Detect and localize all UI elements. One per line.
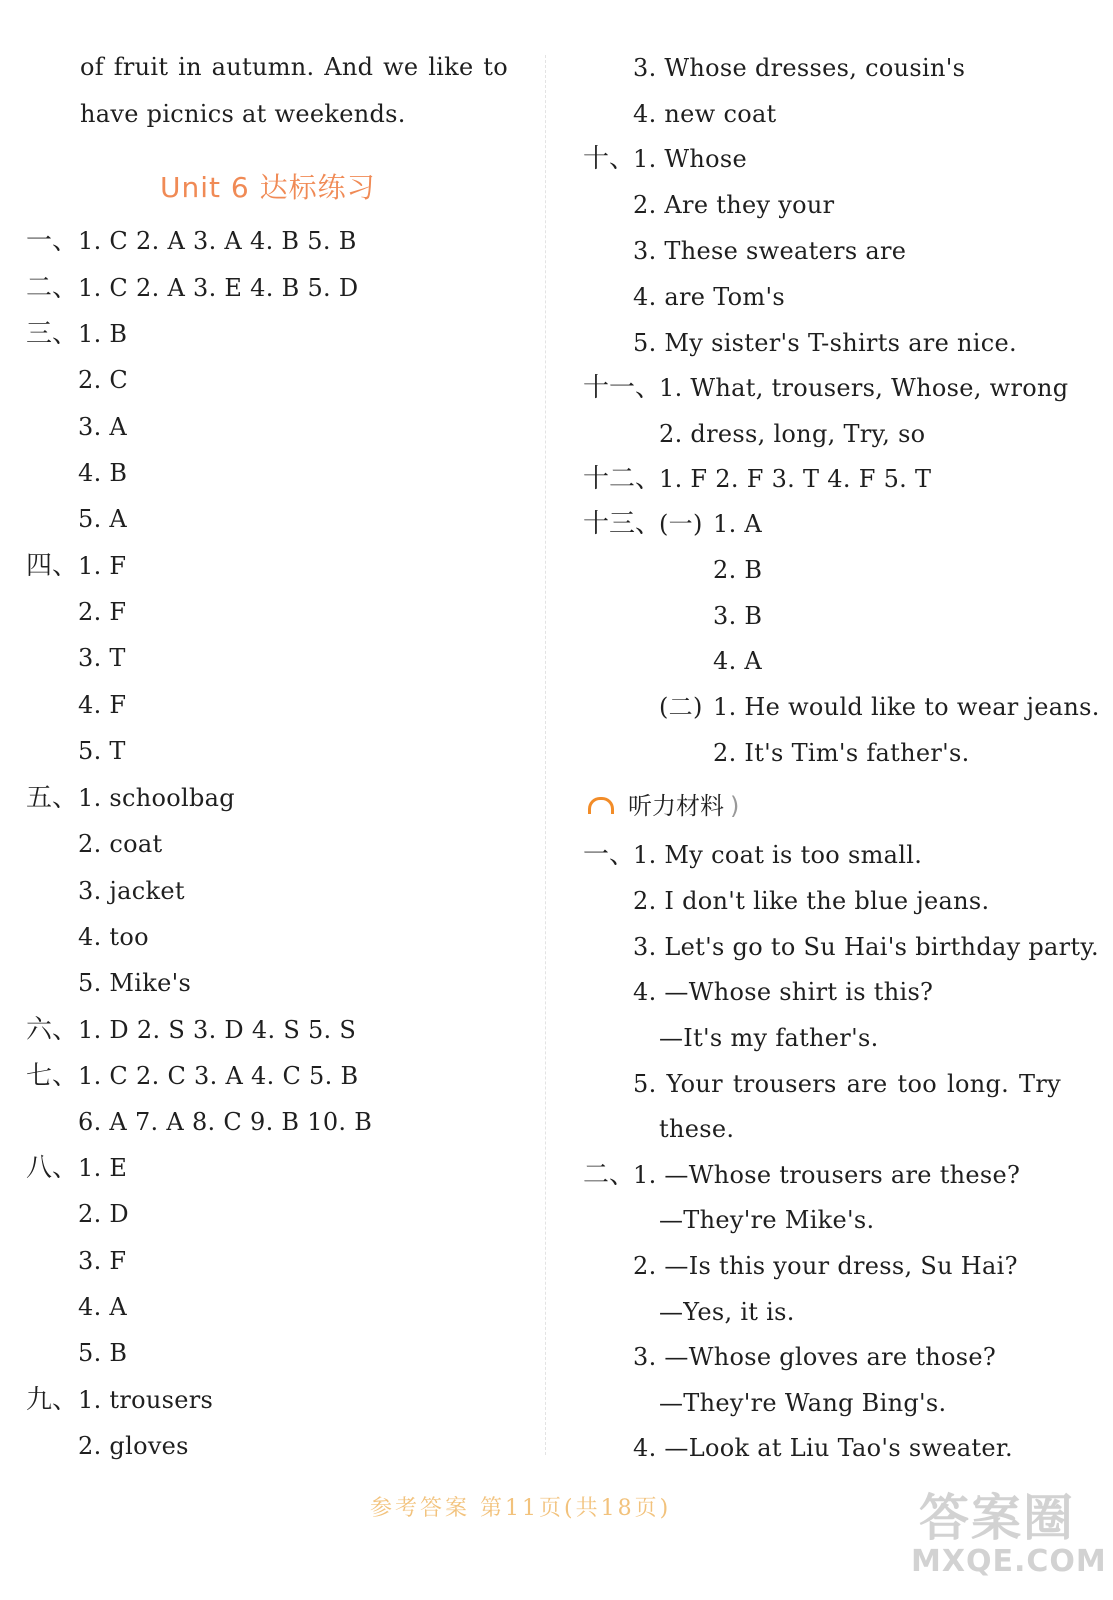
section-8-label: 八、 <box>26 1153 79 1183</box>
section-13-part-1-item: 3. B <box>713 602 763 630</box>
listening-1-line: 4. —Whose shirt is this? <box>633 978 934 1006</box>
listening-1-line: 5. Your trousers are too long. Try <box>633 1070 1061 1098</box>
section-10-item: 2. Are they your <box>633 191 835 219</box>
intro-line-1: of fruit in autumn. And we like to <box>80 53 508 81</box>
section-7-row-1: 1. C 2. C 3. A 4. C 5. B <box>78 1062 359 1090</box>
section-9-item: 4. new coat <box>633 100 777 128</box>
intro-line-2: have picnics at weekends. <box>80 100 406 128</box>
section-3-item: 1. B <box>78 320 128 348</box>
watermark-logo <box>905 1478 1107 1588</box>
section-1-answers: 1. C 2. A 3. A 4. B 5. B <box>78 227 357 255</box>
section-5-item: 5. Mike's <box>78 969 192 997</box>
listening-1-line: these. <box>659 1115 735 1143</box>
section-13-part-1-item: 1. A <box>713 510 763 538</box>
section-8-item: 1. E <box>78 1154 128 1182</box>
section-5-item: 1. schoolbag <box>78 784 235 812</box>
section-4-item: 5. T <box>78 737 126 765</box>
section-11-item: 2. dress, long, Try, so <box>659 420 926 448</box>
section-9-item: 2. gloves <box>78 1432 189 1460</box>
section-7-row-2: 6. A 7. A 8. C 9. B 10. B <box>78 1108 373 1136</box>
section-9-item: 1. trousers <box>78 1386 214 1414</box>
section-10-item: 5. My sister's T-shirts are nice. <box>633 329 1017 357</box>
section-7-label: 七、 <box>26 1061 79 1091</box>
section-4-item: 3. T <box>78 644 126 672</box>
listening-2-line: 3. —Whose gloves are those? <box>633 1343 997 1371</box>
section-5-item: 2. coat <box>78 830 163 858</box>
section-8-item: 3. F <box>78 1247 127 1275</box>
listening-1-line: 3. Let's go to Su Hai's birthday party. <box>633 933 1099 961</box>
section-8-item: 4. A <box>78 1293 128 1321</box>
listening-2-line: 1. —Whose trousers are these? <box>633 1161 1021 1189</box>
section-5-item: 3. jacket <box>78 877 185 905</box>
section-13-label: 十三、 <box>583 509 662 539</box>
section-5-item: 4. too <box>78 923 149 951</box>
section-3-item: 4. B <box>78 459 128 487</box>
section-8-item: 5. B <box>78 1339 128 1367</box>
section-12-label: 十二、 <box>583 464 662 494</box>
section-2-answers: 1. C 2. A 3. E 4. B 5. D <box>78 274 359 302</box>
listening-2-line: 4. —Look at Liu Tao's sweater. <box>633 1434 1013 1462</box>
section-5-label: 五、 <box>26 783 79 813</box>
section-10-item: 3. These sweaters are <box>633 237 907 265</box>
section-4-item: 2. F <box>78 598 127 626</box>
section-4-item: 1. F <box>78 552 127 580</box>
listening-2-line: —They're Mike's. <box>659 1206 875 1234</box>
section-8-item: 2. D <box>78 1200 129 1228</box>
section-13-part-1-item: 4. A <box>713 647 763 675</box>
section-3-item: 3. A <box>78 413 128 441</box>
section-9-item: 3. Whose dresses, cousin's <box>633 54 966 82</box>
section-1-label: 一、 <box>26 226 79 256</box>
section-13-part-2-item: 2. It's Tim's father's. <box>713 739 970 767</box>
watermark-line-2: MXQE.COM <box>911 1544 1107 1579</box>
column-divider <box>545 55 546 1455</box>
watermark-line-1: 答案圈 <box>919 1489 1075 1547</box>
page-footer: 参考答案 第11页(共18页) <box>370 1496 672 1521</box>
listening-2-line: —They're Wang Bing's. <box>659 1389 947 1417</box>
section-10-label: 十、 <box>583 144 636 174</box>
section-9-label: 九、 <box>26 1385 79 1415</box>
unit-title: Unit 6 达标练习 <box>160 171 376 204</box>
section-10-item: 4. are Tom's <box>633 283 786 311</box>
section-11-label: 十一、 <box>583 373 662 403</box>
headphones-icon <box>588 797 614 814</box>
section-10-item: 1. Whose <box>633 145 748 173</box>
section-13-part-1-item: 2. B <box>713 556 763 584</box>
listening-2-label: 二、 <box>583 1160 636 1190</box>
section-6-answers: 1. D 2. S 3. D 4. S 5. S <box>78 1016 357 1044</box>
listening-title: 听力材料 <box>628 792 724 820</box>
section-3-item: 2. C <box>78 366 129 394</box>
listening-1-line: 1. My coat is too small. <box>633 841 923 869</box>
section-13-part-2-item: 1. He would like to wear jeans. <box>713 693 1100 721</box>
listening-2-line: —Yes, it is. <box>659 1298 795 1326</box>
listening-1-label: 一、 <box>583 840 636 870</box>
section-6-label: 六、 <box>26 1015 79 1045</box>
section-3-label: 三、 <box>26 319 79 349</box>
listening-1-line: —It's my father's. <box>659 1024 879 1052</box>
section-13-part-1-label: (一) <box>659 510 703 538</box>
section-3-item: 5. A <box>78 505 128 533</box>
section-2-label: 二、 <box>26 273 79 303</box>
listening-heading <box>588 790 739 822</box>
listening-2-line: 2. —Is this your dress, Su Hai? <box>633 1252 1018 1280</box>
section-12-answers: 1. F 2. F 3. T 4. F 5. T <box>659 465 932 493</box>
listening-1-line: 2. I don't like the blue jeans. <box>633 887 990 915</box>
section-4-item: 4. F <box>78 691 127 719</box>
heading-bracket-icon: ) <box>730 792 740 820</box>
section-13-part-2-label: (二) <box>659 693 703 721</box>
section-4-label: 四、 <box>26 551 79 581</box>
section-11-item: 1. What, trousers, Whose, wrong <box>659 374 1069 402</box>
